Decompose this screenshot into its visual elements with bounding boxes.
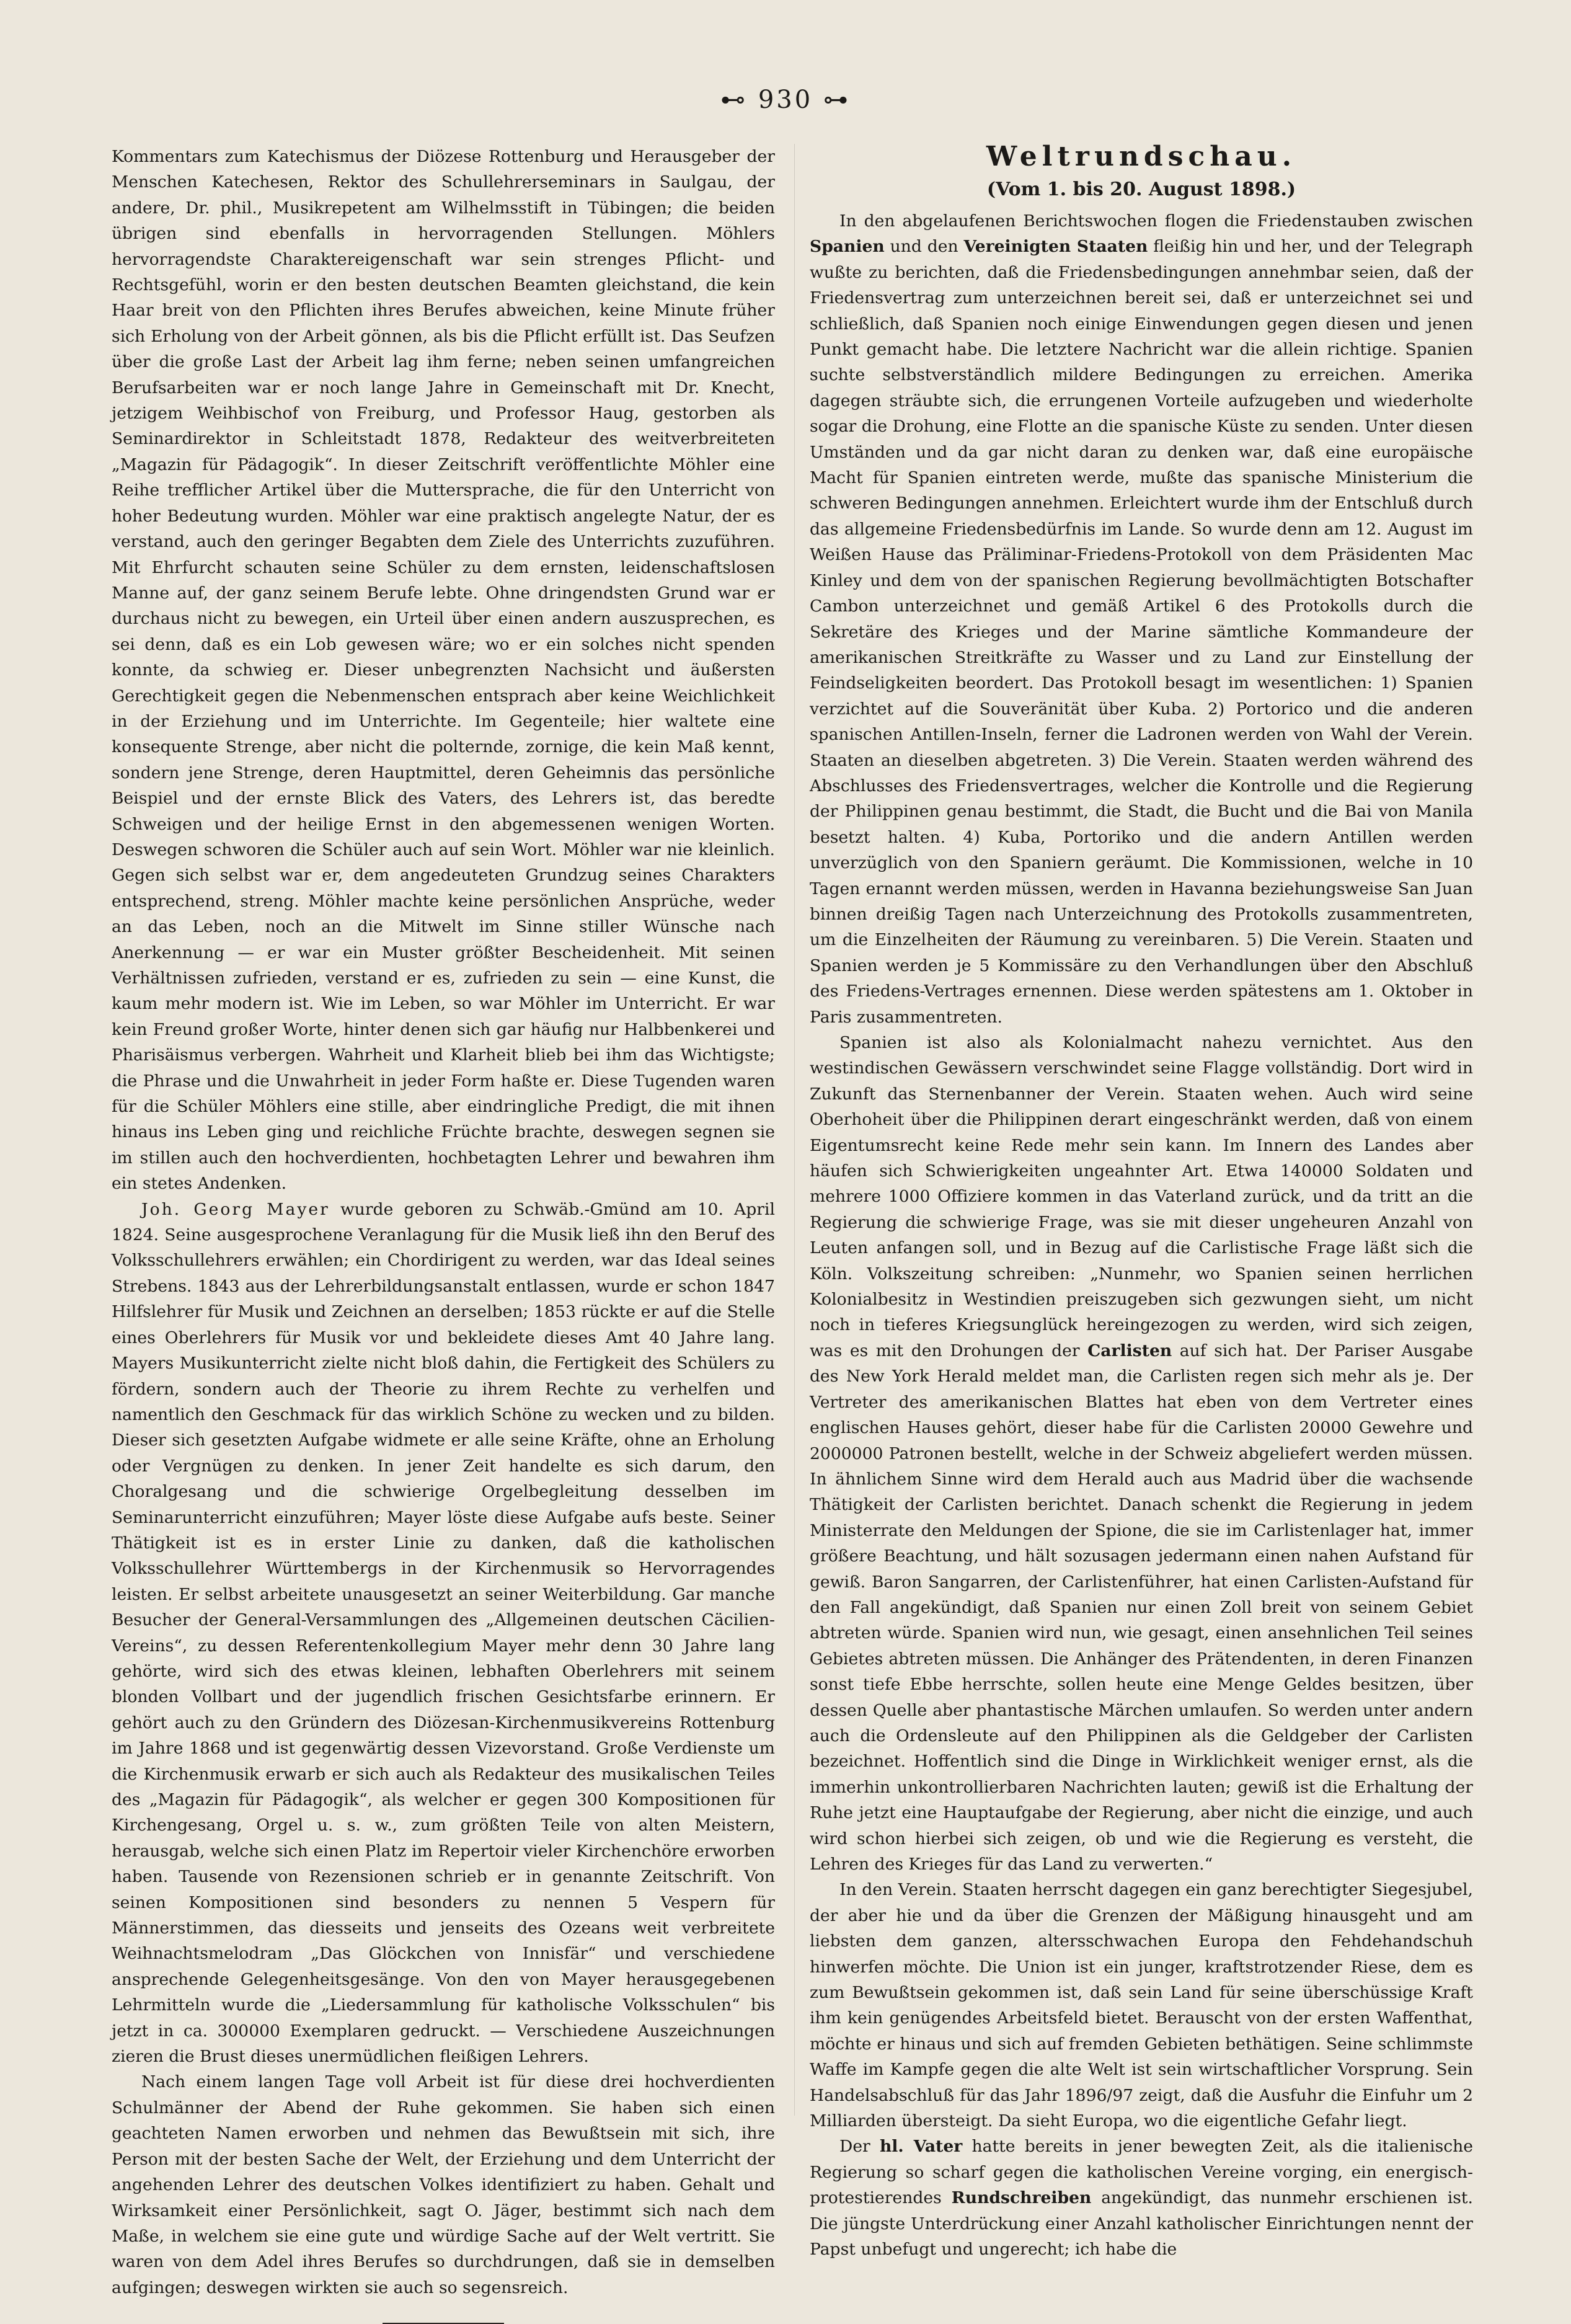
person-name-mayer: Joh. Georg Mayer <box>141 1199 330 1219</box>
keyword-rundschreiben: Rundschreiben <box>951 2188 1092 2208</box>
paragraph-mayer-text: wurde geboren zu Schwäb.-Gmünd am 10. April 1824. Seine ausgesprochene Veranlagung für die Musik ließ ihn den Beruf des Volksschullehrers erwählen; ein Chordirigent zu werden, war das Ideal seines Strebens. 1843 aus der Lehrerbildungsanstalt entlassen, wurde er schon 1847 Hilfslehrer für Musik und Zeichnen an derselben; 1853 rückte er auf die Stelle eines Oberlehrers für Musik vor und bekleidete dieses Amt 40 Jahre lang. Mayers Musikunterricht zielte nicht bloß dahin, die Fertigkeit des Schülers zu fördern, sondern auch der Theorie zu ihrem Rechte zu verhelfen und namentlich den Geschmack für das wirklich Schöne zu wecken und zu bilden. Dieser sich gesetzten Aufgabe widmete er alle seine Kräfte, ohne an Erholung oder Vergnügen zu denken. In jener Zeit handelte es sich darum, den Choralgesang und die schwierige Orgelbegleitung desselben im Seminarunterricht einzuführen; Mayer löste diese Aufgabe aufs beste. Seiner Thätigkeit ist es in erster Linie zu danken, daß die katholischen Volksschullehrer Württembergs in der Kirchenmusik so Hervorragendes leisten. Er selbst arbeitete unausgesetzt an seiner Weiterbildung. Gar manche Besucher der General-Versammlungen des „Allgemeinen deutschen Cäcilien-Vereins“, zu dessen Referentenkollegium Mayer mehr denn 30 Jahre lang gehörte, wird sich des etwas kleinen, lebhaften Oberlehrers mit seinem blonden Vollbart und der jugendlich frischen Gesichtsfarbe erinnern. Er gehört auch zu den Gründern des Diözesan-Kirchenmusikvereins Rottenburg im Jahre 1868 und ist gegenwärtig dessen Vizevorstand. Große Verdienste um die Kirchenmusik erwarb er sich auch als Redakteur des musikalischen Teiles des „Magazin für Pädagogik“, als welcher er gegen 300 Kompositionen für Kirchengesang, Orgel u. s. w., zum größten Teile von alten Meistern, herausgab, welche sich einen Platz im Repertoir vieler Kirchenchöre erworben haben. Tausende von Rezensionen schrieb er in genannte Zeitschrift. Von seinen Kompositionen sind besonders zu nennen 5 Vespern für Männerstimmen, das diesseits und jenseits des Ozeans weit verbreitete Weihnachtsmelodram „Das Glöckchen von Innisfär“ und verschiedene ansprechende Gelegenheitsgesänge. Von den von Mayer herausgegebenen Lehrmitteln wurde die „Liedersammlung für katholische Volksschulen“ bis jetzt in ca. 300000 Exemplaren gedruckt. — Verschiedene Auszeichnungen zieren die Brust dieses unermüdlichen fleißigen Lehrers. <box>112 1199 775 2067</box>
keyword-hl-vater: hl. Vater <box>879 2137 963 2157</box>
left-column <box>112 144 775 2324</box>
paragraph-mayer <box>112 1197 775 2070</box>
text-run: und den <box>884 237 964 257</box>
section-title: Weltrundschau. <box>986 141 1297 172</box>
text-run: Spanien ist also als Kolonialmacht nahezu vernichtet. Aus den westindischen Gewässern verschwindet seine Flagge vollständig. Dort wird in Zukunft das Sternenbanner der Verein. Staaten wehen. Auch wird seine Oberhoheit über die Philippinen derart eingeschränkt werden, daß von einem Eigentumsrecht keine Rede mehr sein kann. Im Innern des Landes aber häufen sich Schwierigkeiten ungeahnter Art. Etwa 140000 Soldaten und mehrere 1000 Offiziere kommen in das Vaterland zurück, und da tritt an die Regierung die schwierige Frage, was sie mit dieser ungeheuren Anzahl von Leuten anfangen soll, und in Bezug auf die Carlistische Frage läßt sich die Köln. Volkszeitung schreiben: „Nunmehr, wo Spanien seinen herrlichen Kolonialbesitz in Westindien preiszugeben sich gezwungen sieht, um nicht noch in tieferes Kriegsunglück hereingezogen zu werden, wird sich zeigen, was es mit den Drohungen der <box>810 1033 1473 1360</box>
keyword-carlisten: Carlisten <box>1087 1341 1172 1360</box>
paragraph-peace-protocol <box>810 208 1473 1030</box>
text-run: Der <box>839 2137 880 2157</box>
text-run: hatte bereits in jener bewegten Zeit, als die italienische Regierung so scharf gegen die katholischen Vereine vorging, ein energisch-protestierendes <box>810 2137 1474 2208</box>
paragraph-united-states: In den Verein. Staaten herrscht dagegen ein ganz berechtigter Siegesjubel, der aber hie und da über die Grenzen der Mäßigung hinausgeht und am liebsten dem ganzen, altersschwachen Europa den Fehdehandschuh hinwerfen möchte. Die Union ist ein junger, kraftstrotzender Riese, dem es zum Bewußtsein gekommen ist, daß sein Land für seine überschüssige Kraft ihm kein genügendes Arbeitsfeld bietet. Berauscht von der ersten Waffenthat, möchte er hinaus und sich auf fremden Gebieten bethätigen. Seine schlimmste Waffe im Kampfe gegen die alte Welt ist sein wirtschaftlicher Vorsprung. Sein Handelsabschluß für das Jahr 1896/97 zeigt, daß die Ausfuhr die Einfuhr um 2 Milliarden übersteigt. Da sieht Europa, wo die eigentliche Gefahr liegt. <box>810 1880 1473 2131</box>
paragraph-conclusion: Nach einem langen Tage voll Arbeit ist für diese drei hochverdienten Schulmänner der Abend der Ruhe gekommen. Sie haben sich einen geachteten Namen erworben und nehmen das Bewußtsein mit sich, ihre Person mit der besten Sache der Welt, der Erziehung und dem Unterricht der angehenden Lehrer des deutschen Volkes identifiziert zu haben. Gehalt und Wirksamkeit einer Persönlichkeit, sagt O. Jäger, bestimmt sich nach dem Maße, in welchem sie eine gute und würdige Sache auf der Welt vertritt. Sie waren von dem Adel ihres Berufes so durchdrungen, daß sie in demselben aufgingen; deswegen wirkten sie auch so segensreich. <box>112 2072 775 2297</box>
text-run: auf sich hat. Der Pariser Ausgabe des New York Herald meldet man, die Carlisten regen sich mehr als je. Der Vertreter des amerikanischen Blattes hat eben von dem Vertreter eines englischen Hauses gehört, dieser habe für die Carlisten 20000 Gewehre und 2000000 Patronen bestellt, welche in der Schweiz abgeliefert werden müssen. In ähnlichem Sinne wird dem Herald auch aus Madrid über die wachsende Thätigkeit der Carlisten berichtet. Danach schenkt die Regierung in jedem Ministerrate den Meldungen der Spione, die sie im Carlistenlager hat, immer größere Beachtung, und hält sozusagen jedermann einen nahen Aufstand für gewiß. Baron Sangarren, der Carlistenführer, hat einen Carlisten-Aufstand für den Fall angekündigt, daß Spanien nur einen Zoll breit von seinem Gebiet abtreten würde. Spanien wird nun, wie gesagt, einen ansehnlichen Teil seines Gebietes abtreten müssen. Die Anhänger des Prätendenten, in deren Finanzen sonst tiefe Ebbe herrschte, sollen heute eine Menge Geldes besitzen, über dessen Quelle aber phantastische Märchen umlaufen. So werden unter andern auch die Ordensleute auf den Philippinen als die Geldgeber der Carlisten bezeichnet. Hoffentlich sind die Dinge in Wirklichkeit weniger ernst, als die immerhin unkontrollierbaren Nachrichten lauten; gewiß ist die Erhaltung der Ruhe jetzt eine Hauptaufgabe der Regierung, aber nicht die einzige, und auch wird schon hierbei sich zeigen, ob und wie die Regierung es versteht, die Lehren des Krieges für das Land zu verwerten.“ <box>810 1341 1474 1874</box>
keyword-vereinigte-staaten: Vereinigten Staaten <box>963 237 1148 257</box>
right-column <box>810 140 1473 2263</box>
paragraph-holy-father <box>810 2134 1473 2262</box>
text-run: angekündigt, das nunmehr erschienen ist. Die jüngste Unterdrückung einer Anzahl katholischer Einrichtungen nennt der Papst unbefugt und ungerecht; ich habe die <box>810 2188 1473 2260</box>
text-run: In den abgelaufenen Berichtswochen flogen die Friedenstauben zwischen <box>839 211 1473 231</box>
keyword-spanien: Spanien <box>810 237 885 257</box>
column-divider <box>794 144 795 2116</box>
page-number: ⊷ 930 ⊶ <box>720 86 851 114</box>
section-date: (Vom 1. bis 20. August 1898.) <box>986 179 1296 200</box>
paragraph-moehler: Kommentars zum Katechismus der Diözese Rottenburg und Herausgeber der Menschen Katechesen, Rektor des Schullehrerseminars in Saulgau, der andere, Dr. phil., Musikrepetent am Wilhelmsstift in Tübingen; die beiden übrigen sind ebenfalls in hervorragenden Stellungen. Möhlers hervorragendste Charaktereigenschaft war sein strenges Pflicht- und Rechtsgefühl, worin er den besten deutschen Beamten gleichstand, die kein Haar breit von den Pflichten ihres Berufes abweichen, keine Minute früher sich Erholung von der Arbeit gönnen, als bis die Pflicht erfüllt ist. Das Seufzen über die große Last der Arbeit lag ihm ferne; neben seinen umfangreichen Berufsarbeiten war er noch lange Jahre in Gemeinschaft mit Dr. Knecht, jetzigem Weihbischof von Freiburg, und Professor Haug, gestorben als Seminardirektor in Schleitstadt 1878, Redakteur des weitverbreiteten „Magazin für Pädagogik“. In dieser Zeitschrift veröffentlichte Möhler eine Reihe trefflicher Artikel über die Muttersprache, die für den Unterricht von hoher Bedeutung wurden. Möhler war eine praktisch angelegte Natur, der es verstand, auch den geringer Begabten dem Ziele des Unterrichts zuzuführen. Mit Ehrfurcht schauten seine Schüler zu dem ernsten, leidenschaftslosen Manne auf, der ganz seinem Berufe lebte. Ohne dringendsten Grund war er durchaus nicht zu bewegen, ein Urteil über einen andern auszusprechen, es sei denn, daß es ein Lob gewesen wäre; wo er ein solches nicht spenden konnte, da schwieg er. Dieser unbegrenzten Nachsicht und äußersten Gerechtigkeit gegen die Nebenmenschen entsprach aber keine Weichlichkeit in der Erziehung und im Unterrichte. Im Gegenteile; hier waltete eine konsequente Strenge, aber nicht die polternde, zornige, die kein Maß kennt, sondern jene Strenge, deren Hauptmittel, deren Geheimnis das persönliche Beispiel und der ernste Blick des Vaters, des Lehrers ist, das beredte Schweigen und der heilige Ernst in den abgemessenen wenigen Worten. Deswegen schworen die Schüler auch auf sein Wort. Möhler war nie kleinlich. Gegen sich selbst war er, dem angedeuteten Grundzug seines Charakters entsprechend, streng. Möhler machte keine persönlichen Ansprüche, weder an das Leben, noch an die Mitwelt im Sinne stiller Wünsche nach Anerkennung — er war ein Muster größter Bescheidenheit. Mit seinen Verhältnissen zufrieden, verstand er es, zufrieden zu sein — eine Kunst, die kaum mehr modern ist. Wie im Leben, so war Möhler im Unterricht. Er war kein Freund großer Worte, hinter denen sich gar häufig nur Halbbenkerei und Pharisäismus verbergen. Wahrheit und Klarheit blieb bei ihm das Wichtigste; die Phrase und die Unwahrheit in jeder Form haßte er. Diese Tugenden waren für die Schüler Möhlers eine stille, aber eindringliche Predigt, die mit ihnen hinaus ins Leben ging und reichliche Früchte brachte, deswegen segnen sie im stillen auch den hochverdienten, hochbetagten Lehrer und bewahren ihm ein stetes Andenken. <box>112 147 775 1194</box>
text-run: fleißig hin und her, und der Telegraph wußte zu berichten, daß die Friedensbedingungen annehmbar seien, daß der Friedensvertrag zum unterzeichnen bereit sei, daß er unterzeichnet sei und schließlich, daß Spanien noch einige Einwendungen gegen diesen und jenen Punkt gemacht habe. Die letztere Nachricht war die allein richtige. Spanien suchte selbstverständlich mildere Bedingungen zu erreichen. Amerika dagegen sträubte sich, die errungenen Vorteile aufzugeben und wiederholte sogar die Drohung, eine Flotte an die spanische Küste zu senden. Unter diesen Umständen und da gar nicht daran zu denken war, daß eine europäische Macht für Spanien eintreten werde, mußte das spanische Ministerium die schweren Bedingungen annehmen. Erleichtert wurde ihm der Entschluß durch das allgemeine Friedensbedürfnis im Lande. So wurde denn am 12. August im Weißen Hause das Präliminar-Friedens-Protokoll von dem Präsidenten Mac Kinley und dem von der spanischen Regierung bevollmächtigten Botschafter Cambon unterzeichnet und gemäß Artikel 6 des Protokolls durch die Sekretäre des Krieges und der Marine sämtliche Kommandeure der amerikanischen Streitkräfte zu Wasser und zu Land zur Einstellung der Feindseligkeiten beordert. Das Protokoll besagt im wesentlichen: 1) Spanien verzichtet auf die Souveränität über Kuba. 2) Portorico und die anderen spanischen Antillen-Inseln, ferner die Ladronen werden von Wahl der Verein. Staaten an dieselben abgetreten. 3) Die Verein. Staaten werden während des Abschlusses des Friedensvertrages, welcher die Kontrolle und die Regierung der Philippinen genau bestimmt, die Stadt, die Bucht und die Bai von Manila besetzt halten. 4) Kuba, Portoriko und die andern Antillen werden unverzüglich von den Spaniern geräumt. Die Kommissionen, welche in 10 Tagen ernannt werden müssen, werden in Havanna beziehungsweise San Juan binnen dreißig Tagen nach Unterzeichnung des Protokolls zusammentreten, um die Einzelheiten der Räumung zu vereinbaren. 5) Die Verein. Staaten und Spanien werden je 5 Kommissäre zu den Verhandlungen über den Abschluß des Friedens-Vertrages ernennen. Diese werden spätestens am 1. Oktober in Paris zusammentreten. <box>810 237 1474 1027</box>
paragraph-spain-colonial <box>810 1030 1473 1877</box>
